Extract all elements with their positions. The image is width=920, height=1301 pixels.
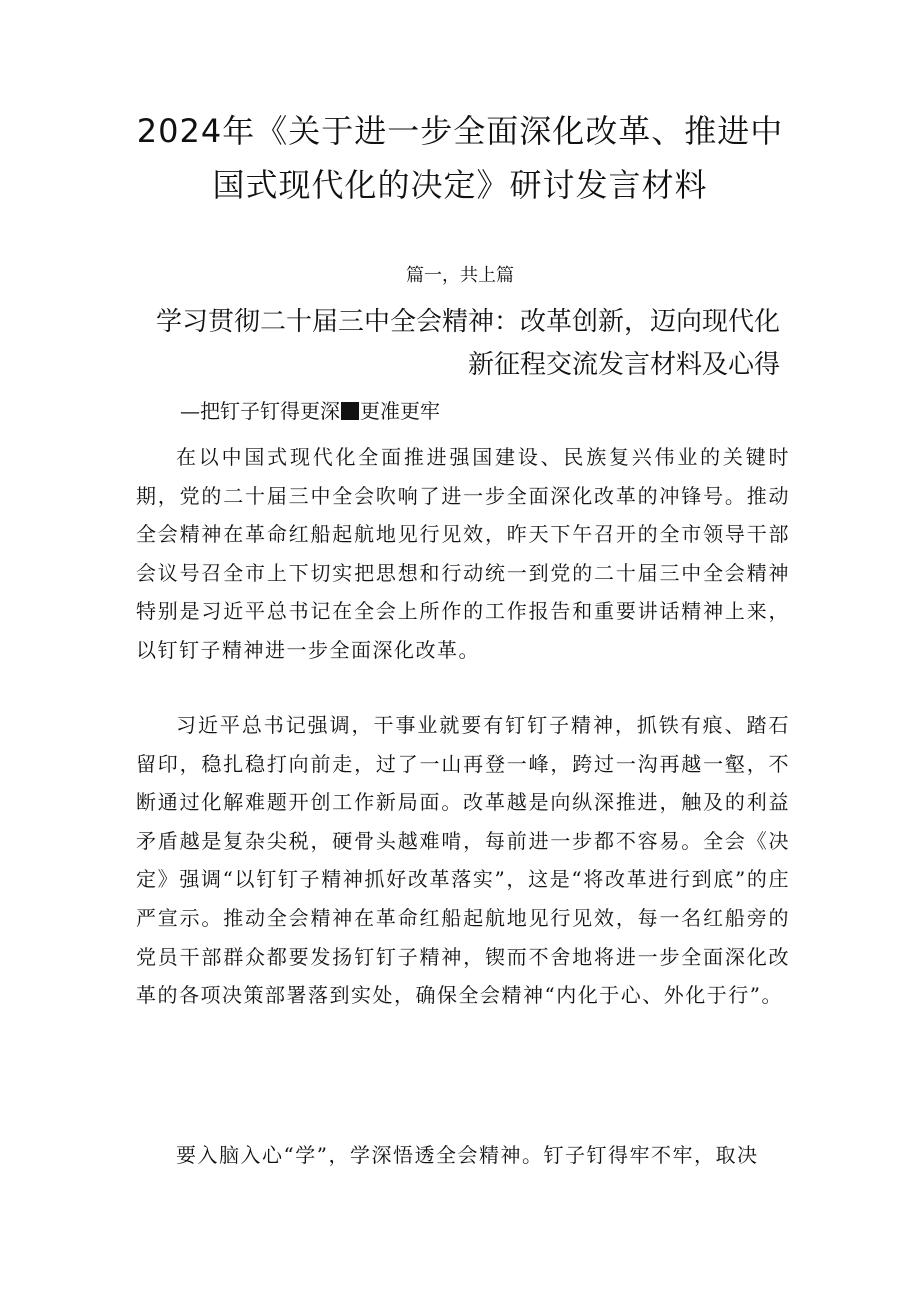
article-title-line-2: 新征程交流发言材料及心得 xyxy=(467,350,780,380)
subtitle-text-end: 更准更牢 xyxy=(360,399,440,423)
article-title-line-1: 学习贯彻二十届三中全会精神：改革创新，迈向现代化 xyxy=(155,307,780,337)
document-title-line-2: 国式现代化的决定》研讨发言材料 xyxy=(212,166,708,204)
body-paragraph-3: 要入脑入心“学”，学深悟透全会精神。钉子钉得牢不牢，取决 xyxy=(176,1143,759,1167)
document-title-line-1: 2024年《关于进一步全面深化改革、推进中 xyxy=(136,112,784,150)
subtitle-text-start: —把钉子钉得更深 xyxy=(180,399,340,423)
redaction-block-icon xyxy=(341,402,359,420)
section-label: 篇一，共上篇 xyxy=(406,265,514,286)
body-paragraph-2: 习近平总书记强调，干事业就要有钉钉子精神，抓铁有痕、踏石留印，稳扎稳打向前走，过了一山再登一峰，跨过一沟再越一壑，不断通过化解难题开创工作新局面。改革越是向纵深推进，触及的利益矛盾越是复杂尖税，硬骨头越难啃，每前进一步都不容易。全会《决定》强调“以钉钉子精神抓好改革落实”，这是“将改革进行到底”的庄严宣示。推动全会精神在革命红船起航地见行见效，每一名红船旁的党员干部群众都要发扬钉钉子精神，锲而不舍地将进一步全面深化改革的各项决策部署落到实处，确保全会精神“内化于心、外化于行”。 xyxy=(136,713,790,1008)
body-paragraph-1: 在以中国式现代化全面推进强国建设、民族复兴伟业的关键时期，党的二十届三中全会吹响了进一步全面深化改革的冲锋号。推动全会精神在革命红船起航地见行见效，昨天下午召开的全市领导干部会议号召全市上下切实把思想和行动统一到党的二十届三中全会精神特别是习近平总书记在全会上所作的工作报告和重要讲话精神上来，以钉钉子精神进一步全面深化改革。 xyxy=(136,445,790,662)
article-subtitle xyxy=(180,396,440,426)
